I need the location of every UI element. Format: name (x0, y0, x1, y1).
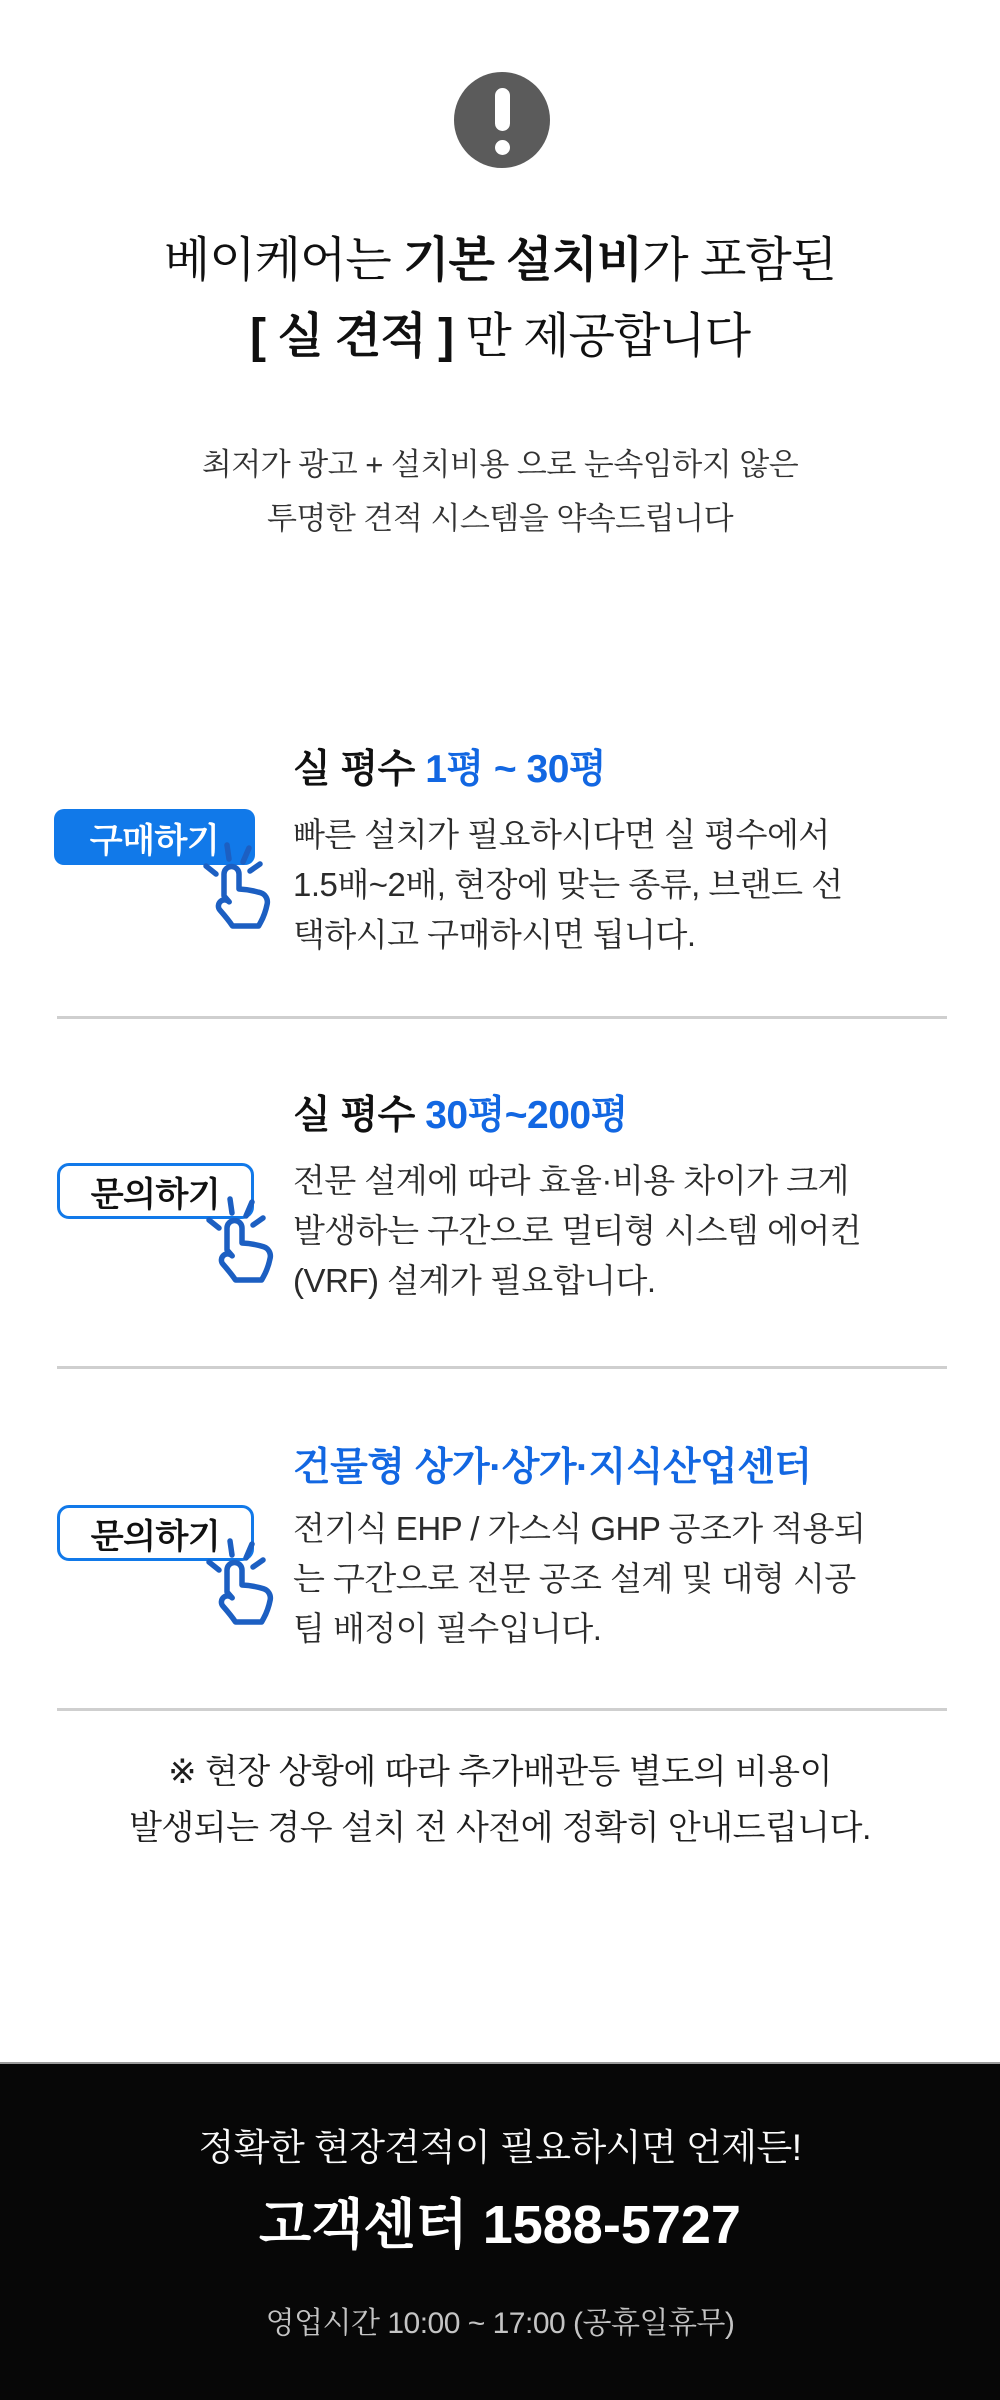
page-title (0, 223, 1000, 375)
exclamation-bar (495, 88, 510, 131)
sub-headline-line1: 최저가 광고 + 설치비용 으로 눈속임하지 않은 (201, 447, 799, 482)
headline-text: 베이케어는 (163, 234, 404, 287)
body-line: 는 구간으로 전문 공조 설계 및 대형 시공 (293, 1560, 856, 1597)
section-body-building (293, 1504, 865, 1654)
section-title-highlight: 30평~200평 (425, 1094, 628, 1137)
note-line2: 발생되는 경우 설치 전 사전에 정확히 안내드립니다. (129, 1809, 871, 1847)
section-title-highlight: 건물형 상가·상가·지식산업센터 (293, 1446, 812, 1489)
body-line: (VRF) 설계가 필요합니다. (293, 1262, 656, 1299)
sub-headline-line2: 투명한 견적 시스템을 약속드립니다 (266, 501, 734, 536)
page-title-line1 (0, 223, 1000, 299)
body-line: 1.5배~2배, 현장에 맞는 종류, 브랜드 선 (293, 866, 843, 903)
customer-center-phone: 고객센터 1588-5727 (259, 2195, 741, 2255)
headline-bold-text: 기본 설치비 (403, 234, 643, 287)
inquiry-button-building[interactable]: 문의하기 (57, 1505, 254, 1561)
section-divider (57, 1366, 947, 1369)
headline-text: 가 포함된 (642, 234, 837, 287)
sub-headline (0, 438, 1000, 546)
section-body-mid-area (293, 1156, 861, 1306)
body-line: 택하시고 구매하시면 됩니다. (293, 916, 696, 953)
buy-button[interactable]: 구매하기 (54, 809, 255, 865)
body-line: 전기식 EHP / 가스식 GHP 공조가 적용되 (293, 1510, 866, 1547)
section-divider (57, 1708, 947, 1711)
headline-bold-text: [ 실 견적 ] (250, 310, 454, 363)
page-title-line2 (0, 299, 1000, 375)
click-cursor-icon (200, 837, 278, 929)
click-cursor-icon (203, 1191, 281, 1283)
note-line1: ※ 현장 상황에 따라 추가배관등 별도의 비용이 (168, 1753, 832, 1791)
body-line: 팀 배정이 필수입니다. (293, 1610, 602, 1647)
inquiry-button-mid-area[interactable]: 문의하기 (57, 1163, 254, 1219)
body-line: 전문 설계에 따라 효율·비용 차이가 크게 (293, 1162, 849, 1199)
exclamation-icon (454, 72, 550, 168)
headline-text: 만 제공합니다 (453, 310, 750, 363)
extra-cost-note (0, 1744, 1000, 1856)
section-divider (57, 1016, 947, 1019)
section-body-small-area (293, 810, 843, 960)
exclamation-dot (495, 140, 510, 155)
section-title-prefix: 실 평수 (293, 1094, 426, 1137)
section-title-mid-area (293, 1084, 628, 1140)
section-title-building (293, 1436, 812, 1492)
body-line: 빠른 설치가 필요하시다면 실 평수에서 (293, 816, 830, 853)
footer-tagline: 정확한 현장견적이 필요하시면 언제든! (198, 2127, 802, 2168)
section-title-small-area (293, 738, 606, 794)
body-line: 발생하는 구간으로 멀티형 시스템 에어컨 (293, 1212, 862, 1249)
click-cursor-icon (203, 1533, 281, 1625)
section-title-highlight: 1평 ~ 30평 (425, 748, 607, 791)
business-hours: 영업시간 10:00 ~ 17:00 (공휴일휴무) (265, 2307, 735, 2340)
footer-banner (0, 2062, 1000, 2400)
section-title-prefix: 실 평수 (293, 748, 426, 791)
